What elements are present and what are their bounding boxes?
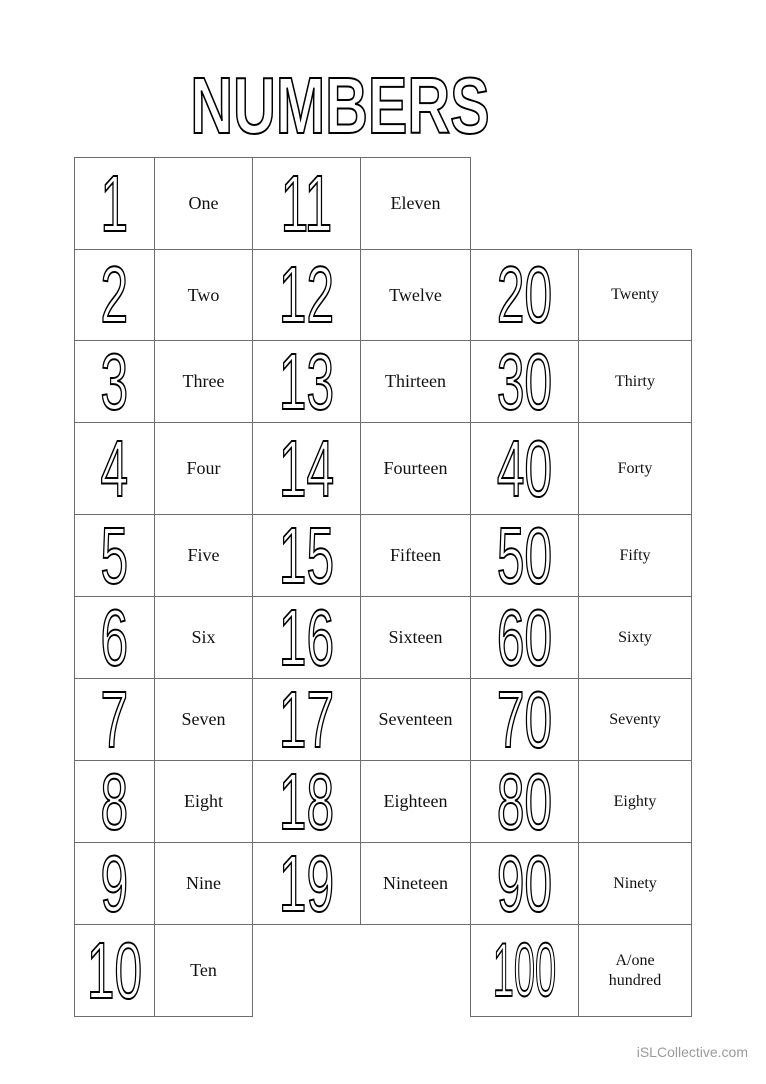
number-cell: [74, 157, 155, 250]
word-cell: Twelve: [360, 249, 471, 341]
number-cell-digits: 2: [100, 250, 129, 339]
number-cell: [252, 760, 361, 843]
number-cell: [470, 842, 579, 925]
number-cell: [74, 514, 155, 597]
word-cell: Seventy: [578, 678, 692, 761]
number-cell-digits: 16: [278, 596, 335, 679]
number-cell: [470, 340, 579, 423]
number-cell-digits: 10: [86, 925, 143, 1015]
number-cell-digits: 7: [100, 678, 129, 761]
number-cell-digits: 18: [278, 760, 335, 843]
number-cell: [470, 514, 579, 597]
word-cell: Eight: [154, 760, 253, 843]
word-cell: Seventeen: [360, 678, 471, 761]
number-cell: [470, 596, 579, 679]
word-cell: Fourteen: [360, 422, 471, 515]
number-cell: [470, 249, 579, 341]
number-cell-digits: 4: [100, 423, 129, 513]
number-cell-digits: 40: [496, 423, 553, 513]
number-cell-digits: 80: [496, 760, 553, 843]
word-cell: Forty: [578, 422, 692, 515]
number-cell: [74, 596, 155, 679]
word-cell: Eighty: [578, 760, 692, 843]
word-cell: Fifteen: [360, 514, 471, 597]
word-cell: Two: [154, 249, 253, 341]
word-cell: A/one hundred: [578, 924, 692, 1017]
number-cell: [252, 422, 361, 515]
number-cell-digits: 9: [100, 842, 129, 925]
word-cell: Sixty: [578, 596, 692, 679]
number-cell: [252, 340, 361, 423]
number-cell-digits: 19: [278, 842, 335, 925]
number-cell-digits: 8: [100, 760, 129, 843]
word-cell: Eleven: [360, 157, 471, 250]
word-cell: Thirty: [578, 340, 692, 423]
number-cell: [252, 249, 361, 341]
number-cell: [74, 422, 155, 515]
number-cell-digits: 20: [496, 250, 553, 339]
number-cell-digits: 5: [100, 514, 129, 597]
page-title: NUMBERS: [190, 61, 490, 150]
number-cell: [252, 157, 361, 250]
number-cell-digits: 90: [496, 842, 553, 925]
number-cell: [470, 924, 579, 1017]
number-cell-digits: 1: [100, 158, 129, 248]
word-cell: Nineteen: [360, 842, 471, 925]
number-cell-digits: 11: [280, 158, 333, 248]
number-cell-digits: 70: [496, 678, 553, 761]
word-cell: Twenty: [578, 249, 692, 341]
number-cell-digits: 15: [278, 514, 335, 597]
number-cell: [74, 678, 155, 761]
word-cell: Four: [154, 422, 253, 515]
number-cell: [470, 760, 579, 843]
number-cell-digits: 60: [496, 596, 553, 679]
word-cell: Eighteen: [360, 760, 471, 843]
number-cell: [252, 514, 361, 597]
number-cell-digits: 12: [278, 250, 335, 339]
number-cell: [74, 340, 155, 423]
number-cell-digits: 6: [100, 596, 129, 679]
word-cell: Ninety: [578, 842, 692, 925]
word-cell: Seven: [154, 678, 253, 761]
word-cell: Six: [154, 596, 253, 679]
number-cell-digits: 3: [100, 340, 129, 423]
watermark: iSLCollective.com: [636, 1044, 748, 1060]
word-cell: Three: [154, 340, 253, 423]
number-cell-digits: 30: [496, 340, 553, 423]
number-cell: [74, 924, 155, 1017]
number-cell-digits: 13: [278, 340, 335, 423]
number-cell: [74, 760, 155, 843]
word-cell: Ten: [154, 924, 253, 1017]
word-cell: Sixteen: [360, 596, 471, 679]
number-cell: [470, 422, 579, 515]
word-cell: Nine: [154, 842, 253, 925]
number-cell: [470, 678, 579, 761]
number-cell-digits: 14: [278, 423, 335, 513]
number-cell: [252, 842, 361, 925]
number-cell-digits: 50: [496, 514, 553, 597]
number-cell: [252, 596, 361, 679]
word-cell: One: [154, 157, 253, 250]
word-cell: Fifty: [578, 514, 692, 597]
number-cell-digits: 17: [278, 678, 335, 761]
number-cell: [252, 678, 361, 761]
word-cell: Thirteen: [360, 340, 471, 423]
number-cell: [74, 249, 155, 341]
word-cell: Five: [154, 514, 253, 597]
number-cell: [74, 842, 155, 925]
number-cell-digits: 100: [492, 927, 557, 1013]
